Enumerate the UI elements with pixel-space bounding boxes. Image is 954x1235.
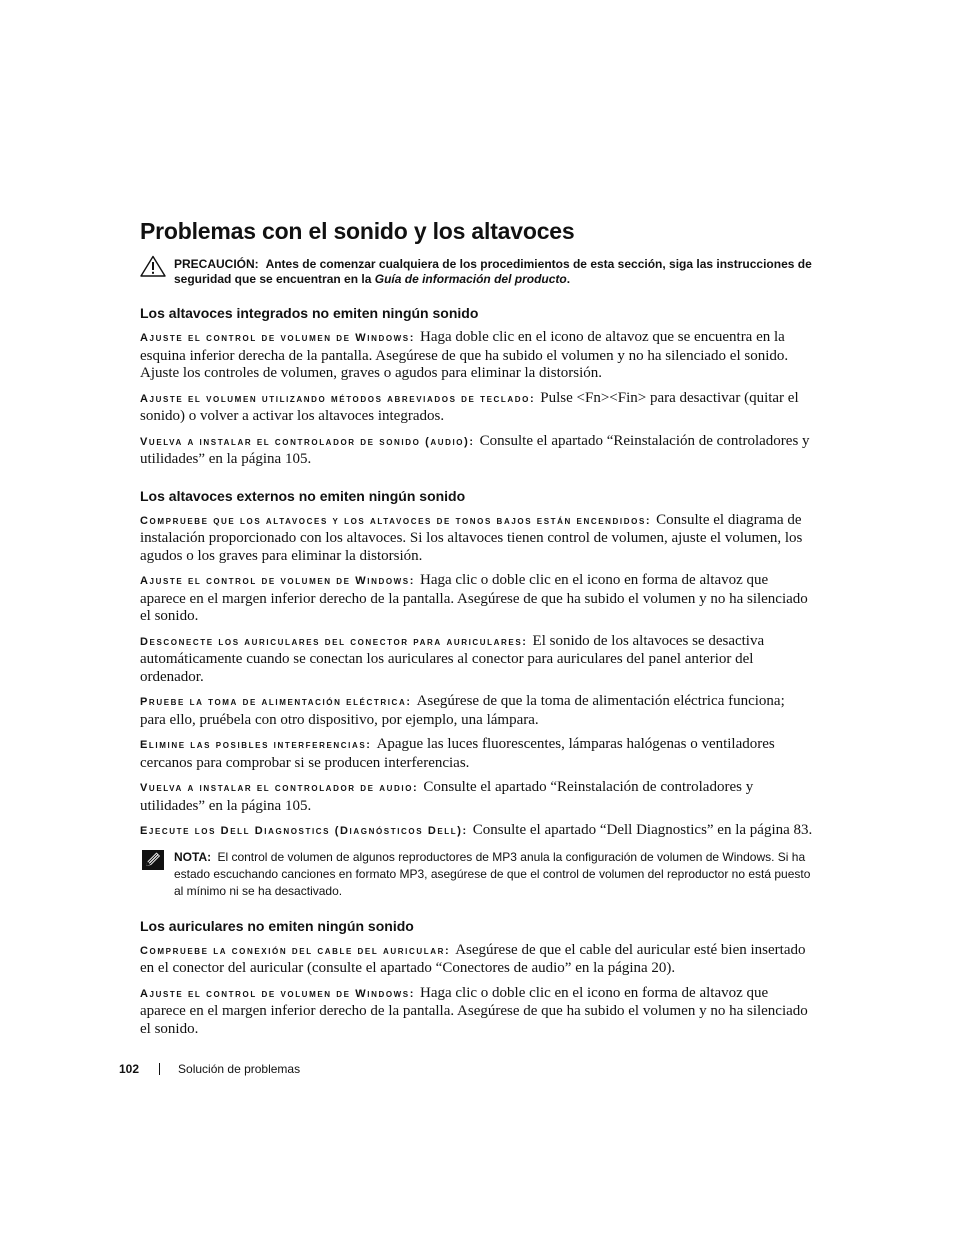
page-number: 102 bbox=[119, 1062, 140, 1076]
tip-paragraph bbox=[140, 512, 814, 566]
tip-paragraph bbox=[140, 736, 814, 772]
tip-text: Haga clic o doble clic en el icono en forma de altavoz que aparece en el margen inferior derecho de la pantalla. Asegúrese de que ha subido el volumen y no ha silenciado el sonido. bbox=[140, 984, 808, 1037]
tip-lead: Compruebe la conexión del cable del auricular: bbox=[140, 944, 451, 957]
tip-text: Apague las luces fluorescentes, lámparas halógenas o ventiladores cercanos para comprobar si se producen interferencias. bbox=[140, 736, 775, 771]
note-text: El control de volumen de algunos reproductores de MP3 anula la configuración de volumen de Windows. Si ha estado escuchando canciones en formato MP3, asegúrese de que el control de volumen del reproductor no está puesto al mínimo ni se ha desactivado. bbox=[174, 849, 811, 898]
tip-paragraph bbox=[140, 633, 814, 687]
tip-text: Consulte el apartado “Reinstalación de controladores y utilidades” en la página 105. bbox=[140, 779, 754, 814]
section-heading-built-in-speakers: Los altavoces integrados no emiten ningún sonido bbox=[140, 305, 479, 321]
tip-text: Asegúrese de que el cable del auricular esté bien insertado en el conector del auricular (consulte el apartado “Conectores de audio” en la página 20). bbox=[140, 941, 806, 976]
note-block bbox=[140, 849, 814, 900]
tip-text: Pulse <Fn><Fin> para desactivar (quitar el sonido) o volver a activar los altavoces integrados. bbox=[140, 389, 799, 424]
footer-divider bbox=[159, 1063, 160, 1075]
tip-text: Consulte el apartado “Reinstalación de controladores y utilidades” en la página 105. bbox=[140, 432, 810, 467]
tip-lead: Ajuste el control de volumen de Windows: bbox=[140, 332, 415, 344]
tip-text: Haga clic o doble clic en el icono en forma de altavoz que aparece en el margen inferior derecho de la pantalla. Asegúrese de que ha subido el volumen y no ha silenciado el sonido. bbox=[140, 572, 808, 624]
tip-text: Haga doble clic en el icono de altavoz que se encuentra en la esquina inferior derecha de la pantalla. Asegúrese de que ha subido el volumen y no ha silenciado el sonido. Ajuste los controles de volumen, graves o agudos para eliminar la distorsión. bbox=[140, 329, 789, 381]
tip-lead: Ajuste el control de volumen de Windows: bbox=[140, 575, 415, 587]
tip-text: Asegúrese de que la toma de alimentación eléctrica funciona; para ello, pruébela con otro dispositivo, por ejemplo, una lámpara. bbox=[140, 693, 785, 728]
section-heading-headphones: Los auriculares no emiten ningún sonido bbox=[140, 917, 414, 934]
page-footer bbox=[119, 1062, 300, 1076]
tip-paragraph bbox=[140, 985, 814, 1039]
warning-triangle-icon bbox=[140, 255, 166, 277]
page-title: Problemas con el sonido y los altavoces bbox=[140, 218, 575, 244]
caution-text: Antes de comenzar cualquiera de los procedimientos de esta sección, siga las instrucciones de seguridad que se encuentran en la bbox=[174, 257, 812, 286]
caution-block bbox=[140, 257, 814, 287]
tip-lead: Vuelva a instalar el controlador de sonido (audio): bbox=[140, 435, 475, 448]
tip-paragraph bbox=[140, 390, 814, 426]
caution-guide-title: Guía de información del producto bbox=[374, 272, 567, 286]
tip-lead: Compruebe que los altavoces y los altavoces de tonos bajos están encendidos: bbox=[140, 514, 652, 527]
tip-paragraph bbox=[140, 822, 814, 841]
tip-paragraph bbox=[140, 693, 814, 729]
tip-lead: Elimine las posibles interferencias: bbox=[140, 739, 372, 751]
tip-lead: Ajuste el volumen utilizando métodos abreviados de teclado: bbox=[140, 392, 536, 405]
tip-paragraph bbox=[140, 779, 814, 815]
tip-lead: Ajuste el control de volumen de Windows: bbox=[140, 987, 415, 1000]
chapter-name: Solución de problemas bbox=[178, 1062, 301, 1076]
tip-paragraph bbox=[140, 329, 814, 383]
tip-paragraph bbox=[140, 942, 814, 978]
tip-paragraph bbox=[140, 433, 814, 469]
tip-lead: Desconecte los auriculares del conector para auriculares: bbox=[140, 635, 528, 648]
caution-label: PRECAUCIÓN: bbox=[174, 257, 259, 271]
pencil-note-icon bbox=[142, 850, 164, 870]
tip-text: Consulte el diagrama de instalación proporcionado con los altavoces. Si los altavoces tienen control de volumen, ajuste el volumen, los agudos o los graves para eliminar la distorsión. bbox=[140, 511, 803, 564]
tip-text: Consulte el apartado “Dell Diagnostics” en la página 83. bbox=[472, 822, 813, 838]
tip-lead: Pruebe la toma de alimentación eléctrica: bbox=[140, 696, 412, 708]
note-label: NOTA: bbox=[174, 849, 212, 864]
tip-paragraph bbox=[140, 572, 814, 626]
page-content bbox=[140, 218, 814, 1045]
tip-lead: Ejecute los Dell Diagnostics (Diagnósticos Dell): bbox=[140, 825, 468, 837]
tip-lead: Vuelva a instalar el controlador de audio: bbox=[140, 782, 419, 794]
section-heading-external-speakers: Los altavoces externos no emiten ningún sonido bbox=[140, 487, 466, 504]
caution-end: . bbox=[566, 272, 571, 286]
tip-text: El sonido de los altavoces se desactiva automáticamente cuando se conectan los auriculares al conector para auriculares del panel anterior del ordenador. bbox=[140, 632, 765, 685]
